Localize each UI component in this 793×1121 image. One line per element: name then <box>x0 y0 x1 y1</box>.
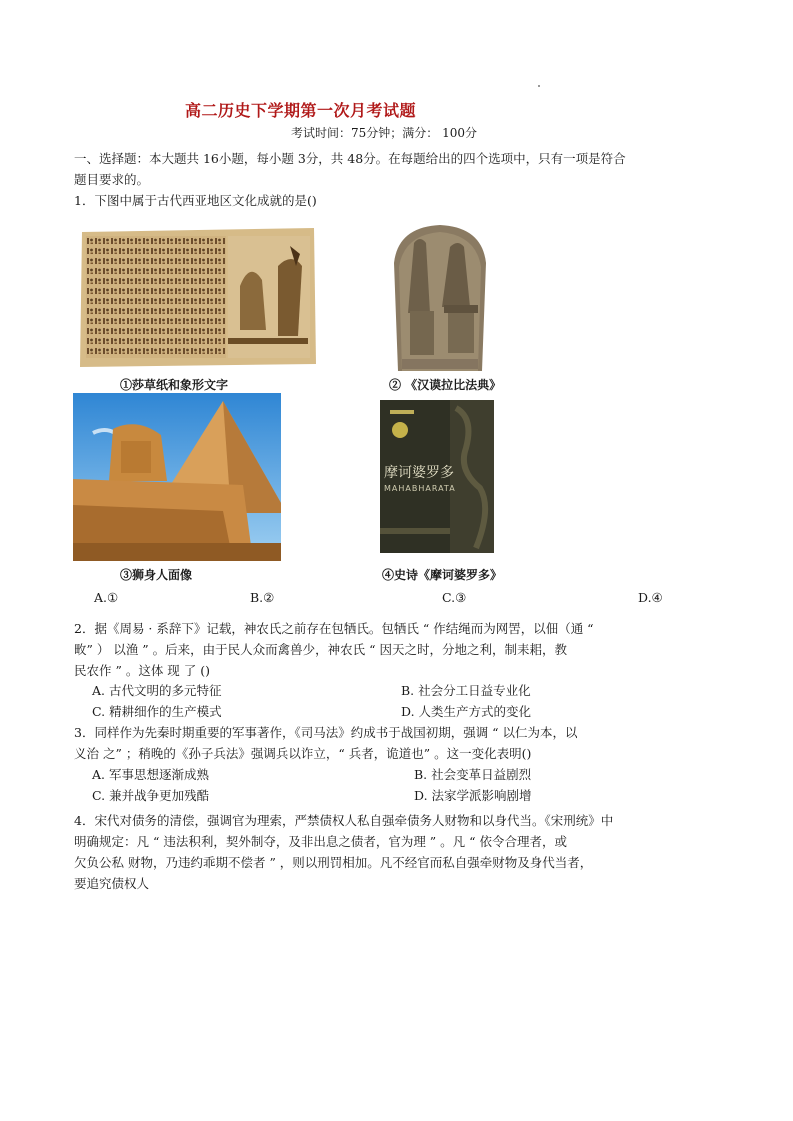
q3-option-b: B. 社会变革日益剧烈 <box>414 767 532 782</box>
q1-option-b: B.② <box>250 590 275 605</box>
caption-mahabharata: ④史诗《摩诃婆罗多》 <box>382 568 503 582</box>
q3-line-1: 3．同样作为先秦时期重要的军事著作，《司马法》约成书于战国初期，强调 “ 以仁为本，以 <box>74 725 578 740</box>
q3-option-c: C. 兼并战争更加残酷 <box>92 788 210 803</box>
section-heading-line-1: 一、选择题：本大题共 16小题，每小题 3分，共 48分。在每题给出的四个选项中，只有一项是符合 <box>74 151 626 166</box>
mahabharata-cover-image <box>380 400 494 553</box>
q1-option-a: A.① <box>94 590 119 605</box>
caption-sphinx: ③狮身人面像 <box>120 568 193 582</box>
q3-line-2: 义治 之” ；稍晚的《孙子兵法》强调兵以诈立，“ 兵者，诡道也” 。这一变化表明() <box>74 746 532 761</box>
q1-option-c: C.③ <box>442 590 467 605</box>
caption-hammurabi: ② 《汉谟拉比法典》 <box>389 378 502 392</box>
exam-meta: 考试时间：75分钟；满分： 100分 <box>291 126 477 140</box>
speck <box>538 85 540 87</box>
book-subtitle: MAHABHARATA <box>384 484 456 493</box>
hammurabi-stele-image <box>384 223 496 371</box>
q2-line-1: 2．据《周易 · 系辞下》记载，神农氏之前存在包牺氏。包牺氏 “ 作结绳而为网罟，以佃（通 “ <box>74 621 594 636</box>
q4-line-1: 4．宋代对债务的清偿，强调官为理索，严禁债权人私自强牵债务人财物和以身代当。《宋刑统》中 <box>74 813 614 828</box>
q2-option-a: A. 古代文明的多元特征 <box>92 683 222 698</box>
page-title: 高二历史下学期第一次月考试题 <box>185 101 417 120</box>
papyrus-image <box>78 226 318 370</box>
q2-option-b: B. 社会分工日益专业化 <box>401 683 531 698</box>
question-1-stem: 1．下图中属于古代西亚地区文化成就的是() <box>74 193 317 208</box>
q2-option-c: C. 精耕细作的生产模式 <box>92 704 222 719</box>
caption-papyrus: ①莎草纸和象形文字 <box>120 378 229 392</box>
q2-line-3: 民农作 ” 。这体 现 了 () <box>74 663 211 678</box>
q3-option-a: A. 军事思想逐渐成熟 <box>92 767 209 782</box>
q4-line-3: 欠负公私 财物，乃违约乖期不偿者 ” ，则以刑罚相加。凡不经官而私自强牵财物及身代当者， <box>74 855 593 870</box>
q4-line-4: 要追究债权人 <box>74 876 150 891</box>
sphinx-pyramid-image <box>73 393 281 561</box>
q1-option-d: D.④ <box>638 590 663 605</box>
q4-line-2: 明确规定：凡 “ 违法积利，契外制夺，及非出息之债者，官为理 ” 。凡 “ 依令合理者，或 <box>74 834 568 849</box>
book-title: 摩诃婆罗多 <box>384 465 454 481</box>
q3-option-d: D. 法家学派影响剧增 <box>414 788 532 803</box>
section-heading-line-2: 题目要求的。 <box>74 172 150 187</box>
q2-option-d: D. 人类生产方式的变化 <box>401 704 532 719</box>
q2-line-2: 畋” ） 以渔 ” 。后来，由于民人众而禽兽少，神农氏 “ 因天之时，分地之利，制耒耜，教 <box>74 642 568 657</box>
